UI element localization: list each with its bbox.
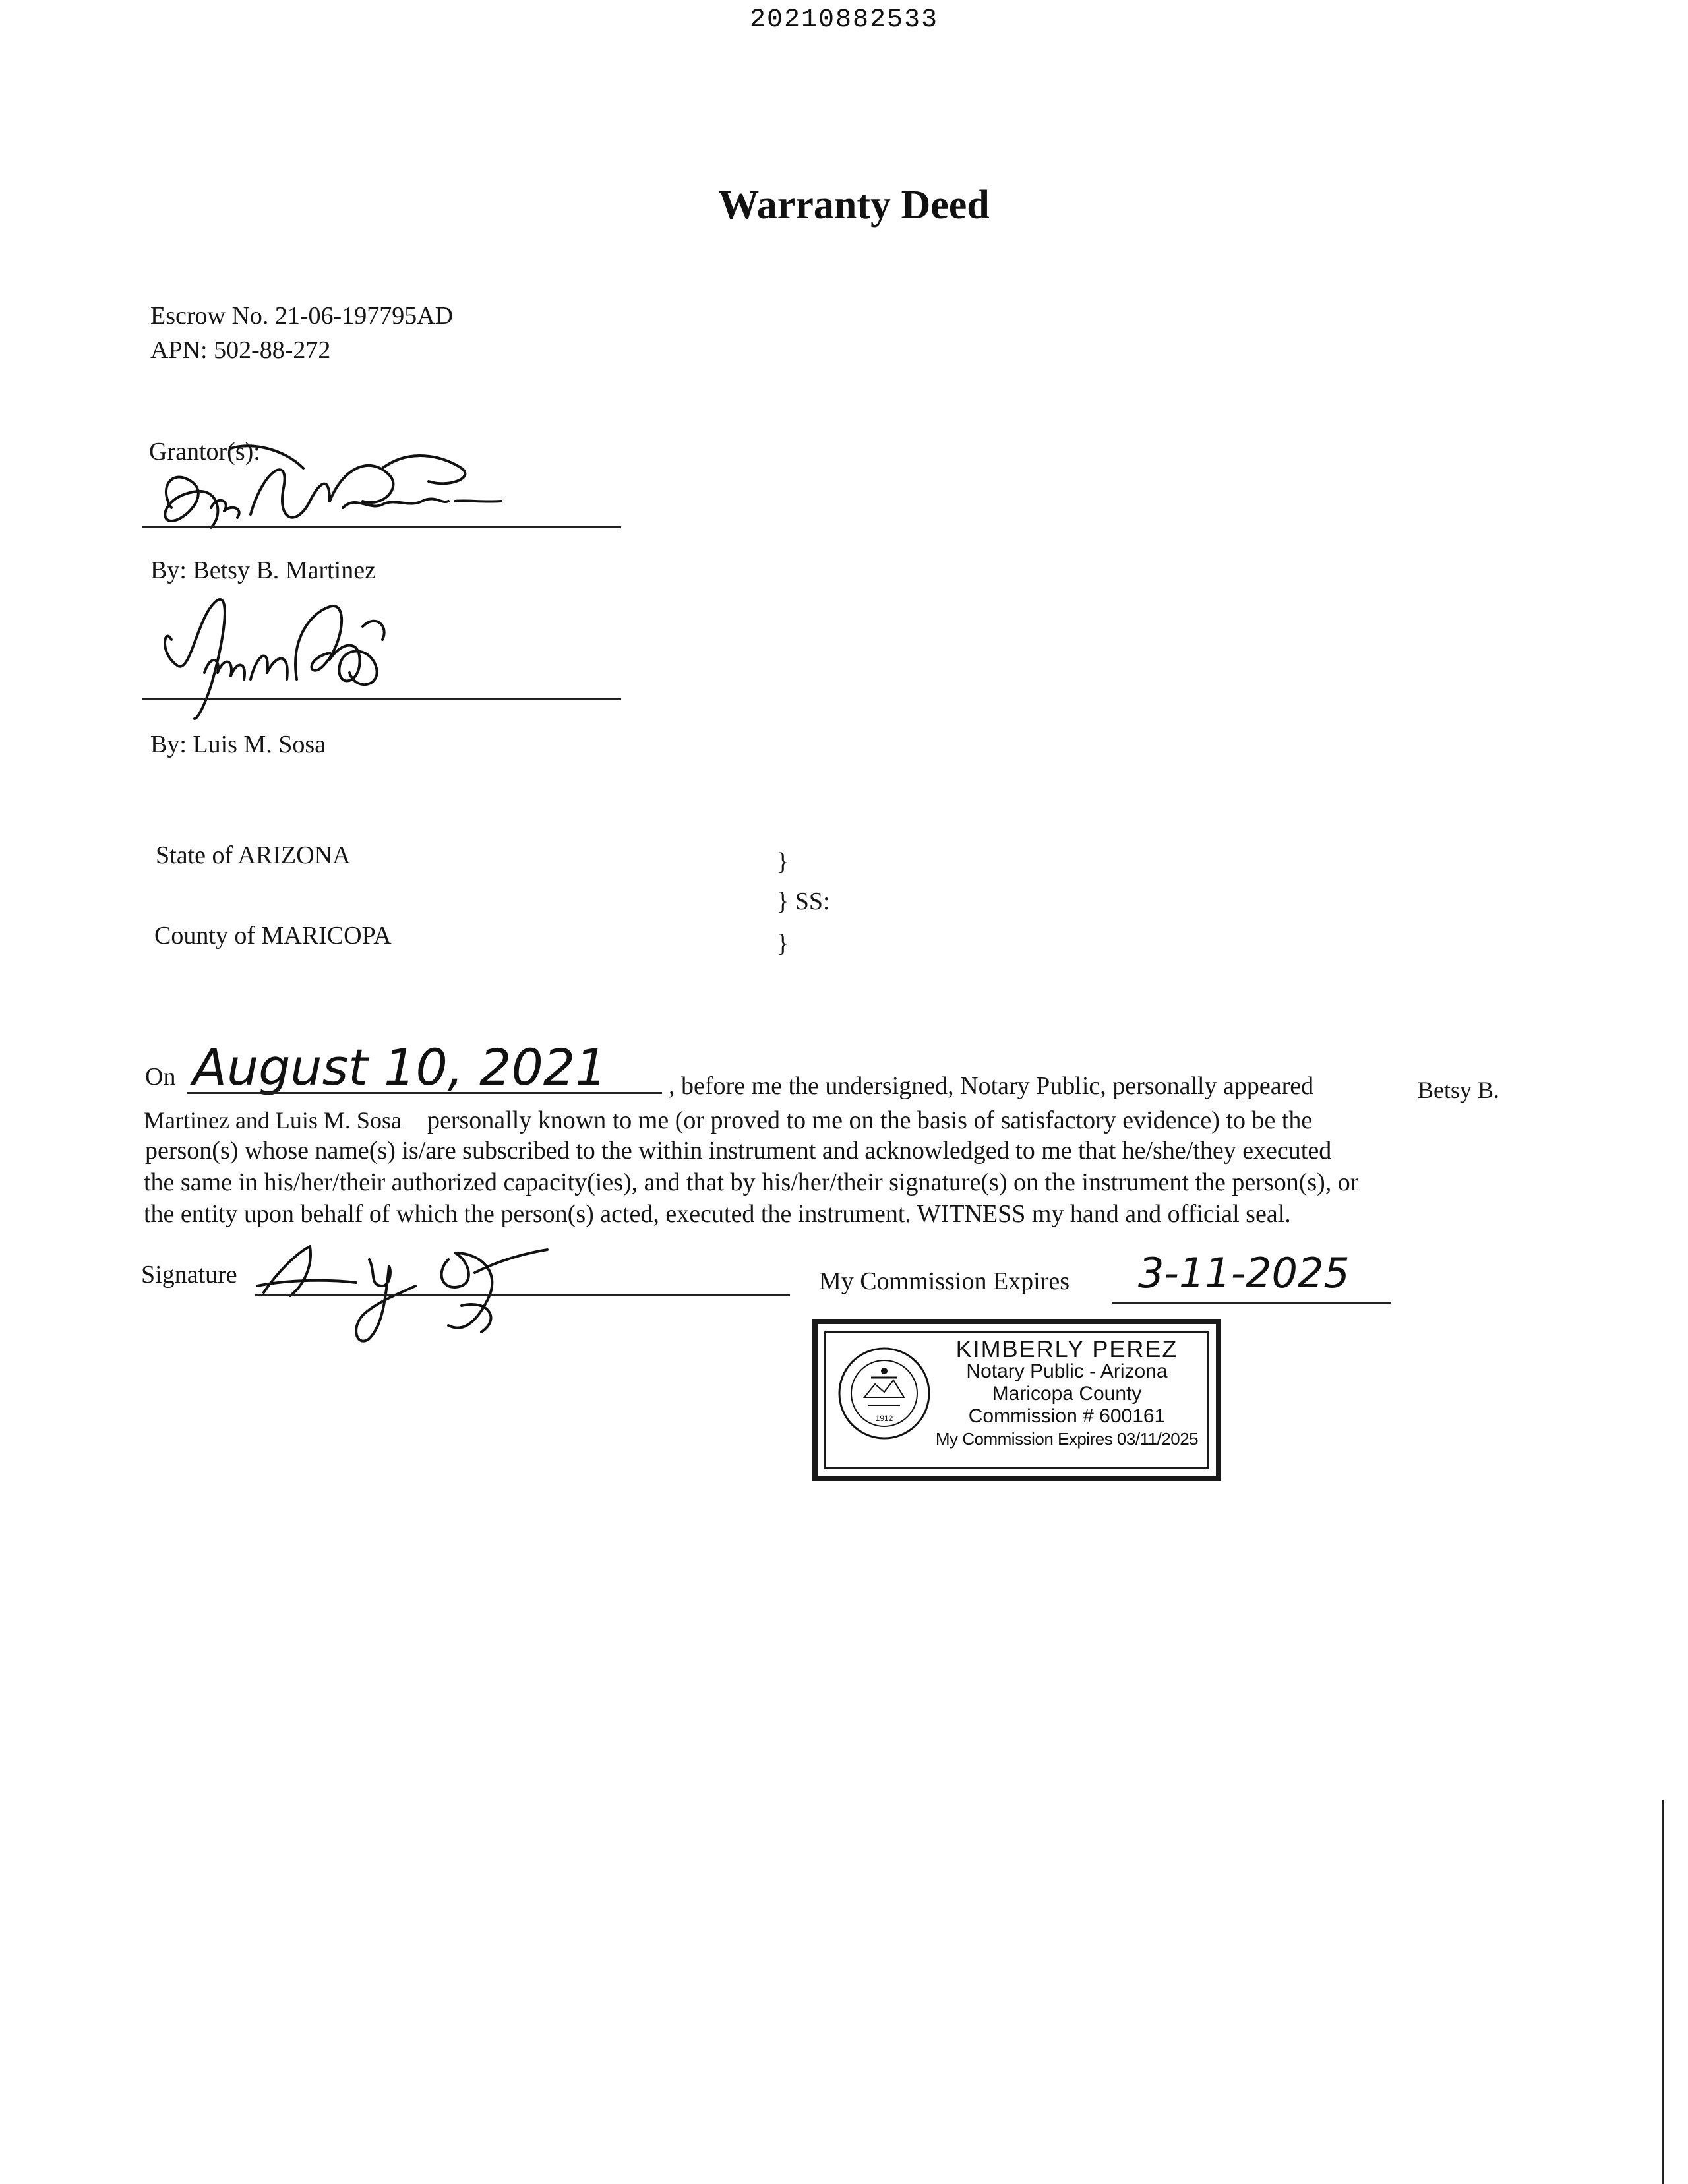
- notary-signature-label: Signature: [141, 1261, 237, 1289]
- ack-on-label: On: [145, 1063, 176, 1091]
- venue-brace-1: }: [777, 848, 789, 876]
- ack-date-line: [187, 1092, 662, 1094]
- grantor-name-2: By: Luis M. Sosa: [150, 731, 326, 758]
- state-seal-emblem: [835, 1345, 933, 1442]
- escrow-number: Escrow No. 21-06-197795AD: [150, 302, 454, 330]
- notary-signature-line: [255, 1294, 790, 1296]
- page-title: Warranty Deed: [718, 183, 990, 228]
- commission-expires-line: [1112, 1302, 1391, 1304]
- venue-brace-3: }: [777, 930, 789, 957]
- grantor-signature-line-2: [142, 698, 621, 700]
- seal-county: Maricopa County: [992, 1383, 1142, 1405]
- grantor-signature-betsy: [132, 429, 501, 541]
- venue-ss: } SS:: [777, 888, 830, 915]
- seal-commission-number: Commission # 600161: [968, 1405, 1166, 1427]
- ack-handwritten-date: August 10, 2021: [193, 1038, 607, 1097]
- apn-number: APN: 502-88-272: [150, 336, 331, 364]
- scan-edge-line: [1662, 1800, 1664, 2184]
- grantor-name-1: By: Betsy B. Martinez: [150, 557, 376, 584]
- seal-notary-name: KIMBERLY PEREZ: [955, 1335, 1178, 1362]
- document-number: 20210882533: [749, 5, 939, 35]
- ack-line-5: the entity upon behalf of which the person(s) acted, executed the instrument. WITNESS my hand and official seal.: [144, 1200, 1291, 1228]
- ack-line-2-names: Martinez and Luis M. Sosa: [144, 1107, 402, 1134]
- grantor-signature-line-1: [142, 526, 621, 528]
- ack-line-1-rest: , before me the undersigned, Notary Public, personally appeared: [669, 1072, 1314, 1100]
- ack-line-4: the same in his/her/their authorized capacity(ies), and that by his/her/their signature(s) on the instrument the person(s), or: [144, 1168, 1359, 1196]
- commission-expires-label: My Commission Expires: [819, 1267, 1070, 1295]
- seal-notary-title: Notary Public - Arizona: [966, 1360, 1168, 1382]
- seal-year: 1912: [875, 1414, 893, 1423]
- venue-county: County of MARICOPA: [154, 922, 392, 950]
- grantors-label: Grantor(s):: [149, 438, 260, 466]
- venue-state: State of ARIZONA: [156, 841, 351, 869]
- ack-line-1-names: Betsy B.: [1418, 1077, 1500, 1103]
- notary-signature: [251, 1233, 580, 1345]
- ack-line-3: person(s) whose name(s) is/are subscribed to the within instrument and acknowledged to me that he/she/they executed: [145, 1137, 1332, 1165]
- handwritten-expiry: 3-11-2025: [1138, 1249, 1350, 1297]
- notary-seal-stamp: [812, 1319, 1221, 1481]
- ack-line-2-rest: personally known to me (or proved to me on the basis of satisfactory evidence) to be the: [427, 1107, 1313, 1134]
- seal-expiration: My Commission Expires 03/11/2025: [935, 1429, 1199, 1449]
